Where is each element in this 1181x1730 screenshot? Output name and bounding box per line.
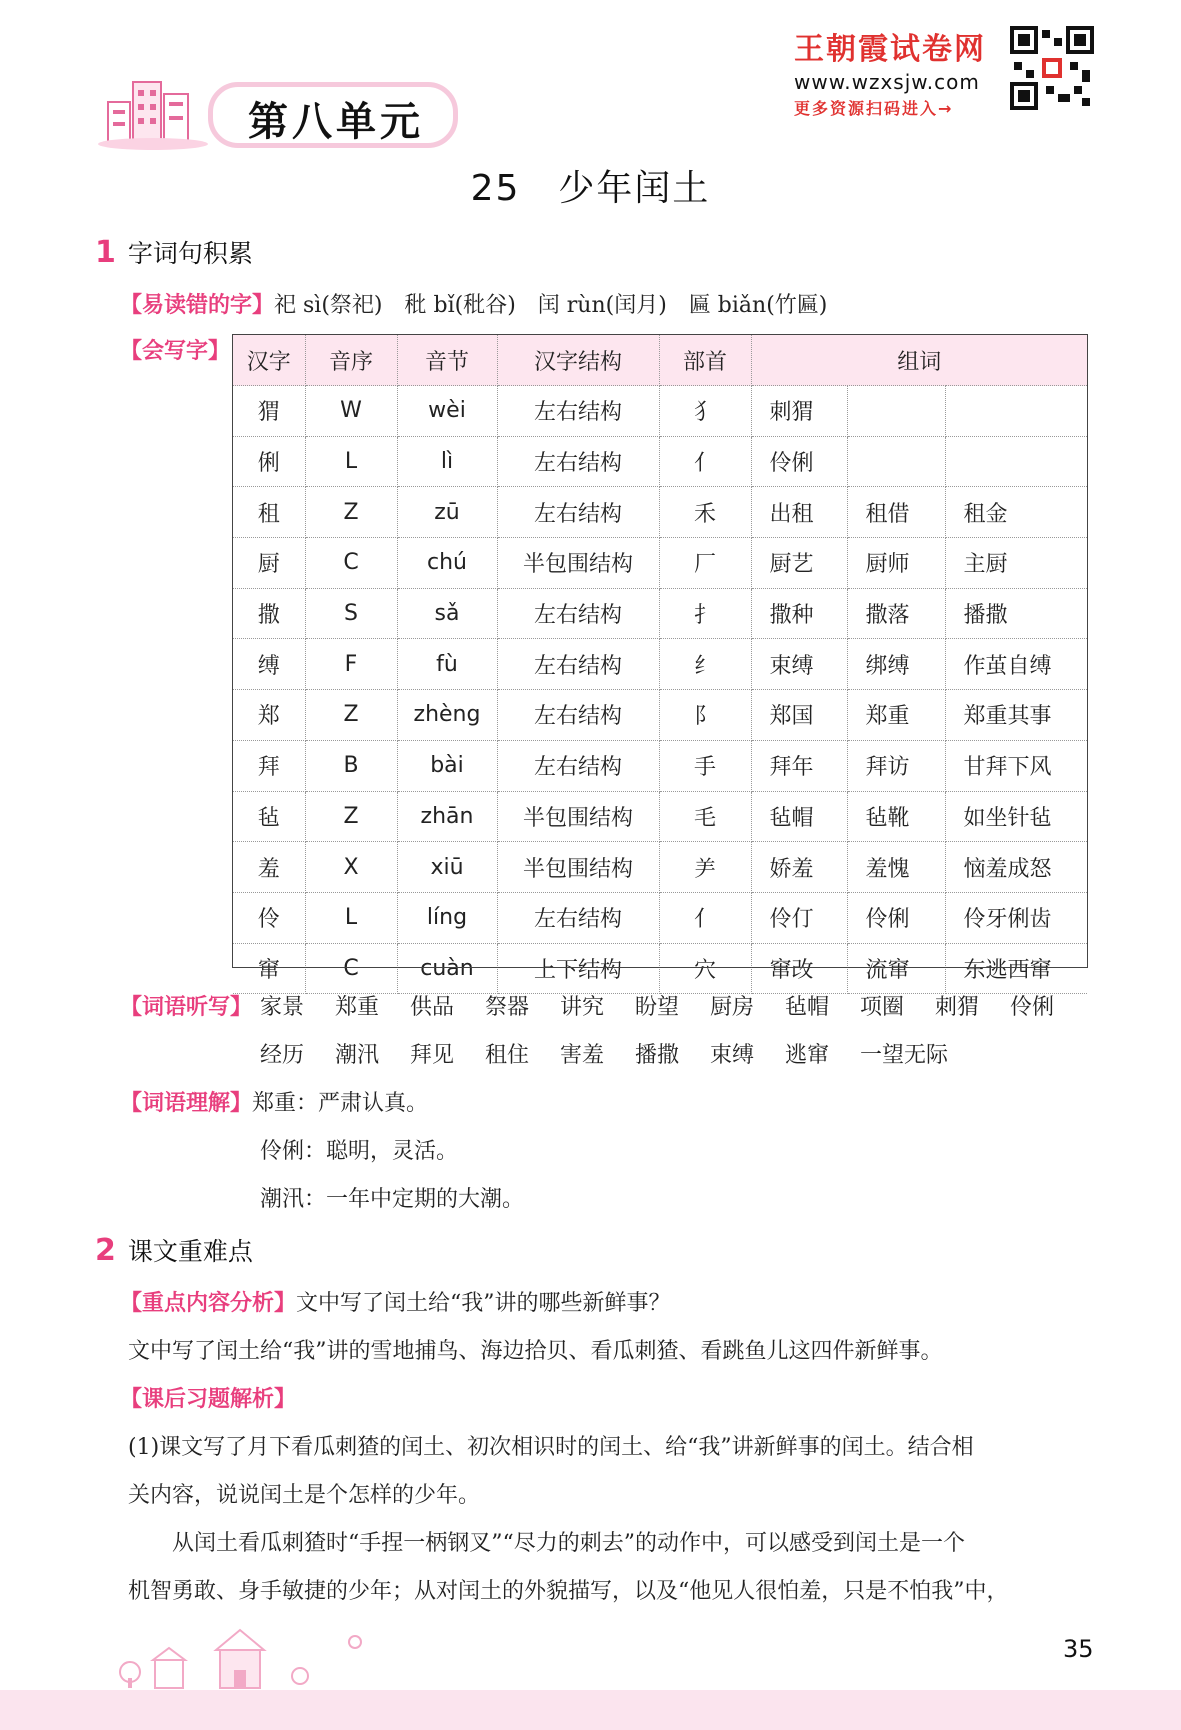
cell-yinjie: fù (397, 639, 497, 690)
cell-zuci-3: 恼羞成怒 (945, 842, 1087, 893)
cell-hanzi: 窜 (233, 943, 305, 994)
cell-bushou: 纟 (659, 639, 751, 690)
cell-hanzi: 俐 (233, 436, 305, 487)
cell-zuci-1: 刺猬 (751, 386, 847, 437)
cell-jiegou: 半包围结构 (497, 538, 659, 589)
meaning-tag: 【词语理解】 (120, 1091, 253, 1116)
dictation-word: 潮汛 (335, 1043, 380, 1068)
cell-zuci-1: 束缚 (751, 639, 847, 690)
section-2-number: 2 (95, 1233, 116, 1268)
cell-yinjie: líng (397, 892, 497, 943)
cell-yinjie: zhān (397, 791, 497, 842)
cell-zuci-2: 绑缚 (847, 639, 945, 690)
cell-hanzi: 羞 (233, 842, 305, 893)
cell-zuci-2 (847, 436, 945, 487)
cell-zuci-1: 伶俐 (751, 436, 847, 487)
dictation-word: 租住 (485, 1043, 530, 1068)
cell-zuci-3: 租金 (945, 487, 1087, 538)
dictation-word: 伶俐 (1010, 995, 1055, 1020)
cell-jiegou: 上下结构 (497, 943, 659, 994)
cell-yinxu: Z (305, 487, 397, 538)
table-row (233, 639, 1087, 690)
exercise-question-line-2: 关内容，说说闰土是个怎样的少年。 (128, 1483, 481, 1508)
write-tag: 【会写字】 (120, 339, 231, 364)
cell-bushou: ⺶ (659, 842, 751, 893)
section-2-title: 课文重难点 (127, 1237, 253, 1266)
dictation-word: 害羞 (560, 1043, 605, 1068)
character-table (233, 335, 1087, 994)
page-number: 35 (1063, 1635, 1094, 1663)
cell-jiegou: 左右结构 (497, 487, 659, 538)
table-row (233, 791, 1087, 842)
cell-jiegou: 左右结构 (497, 639, 659, 690)
cell-zuci-1: 厨艺 (751, 538, 847, 589)
exercise-tag-line (120, 1382, 296, 1413)
cell-hanzi: 缚 (233, 639, 305, 690)
cell-zuci-1: 郑国 (751, 690, 847, 741)
table-row (233, 740, 1087, 791)
footer-town-illustration-icon (110, 1620, 370, 1690)
dictation-word: 逃窜 (785, 1043, 830, 1068)
exercise-answer-line-2: 机智勇敢、身手敏捷的少年；从对闰土的外貌描写，以及“他见人很怕羞，只是不怕我”中， (128, 1579, 1009, 1604)
write-chars-tag-line (120, 334, 230, 365)
dictation-word: 拜见 (410, 1043, 455, 1068)
cell-bushou: 犭 (659, 386, 751, 437)
cell-yinjie: zhèng (397, 690, 497, 741)
dictation-word: 经历 (260, 1043, 305, 1068)
cell-zuci-3 (945, 386, 1087, 437)
brand-name: 王朝霞试卷网 (794, 32, 986, 67)
cell-jiegou: 半包围结构 (497, 842, 659, 893)
cell-yinxu: L (305, 892, 397, 943)
dictation-word: 毡帽 (785, 995, 830, 1020)
cell-zuci-1: 伶仃 (751, 892, 847, 943)
table-row (233, 690, 1087, 741)
dictation-word: 一望无际 (860, 1043, 949, 1068)
dictation-word: 束缚 (710, 1043, 755, 1068)
focus-question-line (120, 1286, 671, 1317)
brand-tip: 更多资源扫码进入→ (794, 99, 954, 118)
table-row (233, 588, 1087, 639)
header-zuci: 组词 (751, 335, 1087, 386)
dictation-row-2 (260, 1038, 970, 1069)
section-2-heading (95, 1232, 253, 1268)
table-row (233, 538, 1087, 589)
exercise-answer-line-1: 从闰土看瓜刺猹时“手捏一柄钢叉”“尽力的刺去”的动作中，可以感受到闰土是一个 (128, 1531, 965, 1556)
dictation-word: 家景 (260, 995, 305, 1020)
cell-yinxu: F (305, 639, 397, 690)
cell-zuci-2: 羞愧 (847, 842, 945, 893)
cell-yinxu: X (305, 842, 397, 893)
dictation-word: 项圈 (860, 995, 905, 1020)
dictation-tag: 【词语听写】 (120, 995, 253, 1020)
cell-zuci-3 (945, 436, 1087, 487)
misread-tag: 【易读错的字】 (120, 293, 275, 318)
cell-zuci-3: 伶牙俐齿 (945, 892, 1087, 943)
cell-jiegou: 半包围结构 (497, 791, 659, 842)
cell-bushou: 毛 (659, 791, 751, 842)
cell-zuci-3: 郑重其事 (945, 690, 1087, 741)
cell-yinxu: L (305, 436, 397, 487)
dictation-word: 盼望 (635, 995, 680, 1020)
cell-zuci-1: 拜年 (751, 740, 847, 791)
cell-bushou: 亻 (659, 892, 751, 943)
dictation-word: 讲究 (560, 995, 605, 1020)
cell-zuci-2: 流窜 (847, 943, 945, 994)
cell-zuci-3: 主厨 (945, 538, 1087, 589)
cell-jiegou: 左右结构 (497, 436, 659, 487)
dictation-tag-line (120, 990, 252, 1021)
cell-zuci-2: 伶俐 (847, 892, 945, 943)
cell-zuci-2: 租借 (847, 487, 945, 538)
cell-zuci-3: 东逃西窜 (945, 943, 1087, 994)
cell-hanzi: 郑 (233, 690, 305, 741)
cell-hanzi: 厨 (233, 538, 305, 589)
meaning-item: 郑重：严肃认真。 (252, 1091, 429, 1116)
table-body (233, 386, 1087, 994)
brand-url[interactable]: www.wzxsjw.com (794, 70, 980, 94)
cell-bushou: 厂 (659, 538, 751, 589)
cell-zuci-2 (847, 386, 945, 437)
cell-bushou: 扌 (659, 588, 751, 639)
cell-hanzi: 租 (233, 487, 305, 538)
cell-yinjie: cuàn (397, 943, 497, 994)
cell-yinxu: Z (305, 690, 397, 741)
header-bushou: 部首 (659, 335, 751, 386)
meaning-line-1 (120, 1086, 428, 1117)
header-hanzi: 汉字 (233, 335, 305, 386)
dictation-word: 刺猬 (935, 995, 980, 1020)
meaning-line-3: 潮汛：一年中定期的大潮。 (260, 1187, 525, 1212)
cell-yinxu: W (305, 386, 397, 437)
cell-hanzi: 猬 (233, 386, 305, 437)
city-illustration-icon (98, 72, 218, 152)
cell-yinjie: chú (397, 538, 497, 589)
cell-yinjie: lì (397, 436, 497, 487)
cell-yinxu: C (305, 943, 397, 994)
section-1-heading (95, 234, 253, 270)
dictation-word: 郑重 (335, 995, 380, 1020)
cell-hanzi: 伶 (233, 892, 305, 943)
cell-jiegou: 左右结构 (497, 892, 659, 943)
misread-chars-line (120, 288, 827, 319)
focus-tag: 【重点内容分析】 (120, 1291, 297, 1316)
cell-jiegou: 左右结构 (497, 386, 659, 437)
cell-zuci-3: 作茧自缚 (945, 639, 1087, 690)
meaning-line-2: 伶俐：聪明，灵活。 (260, 1139, 459, 1164)
dictation-word: 厨房 (710, 995, 755, 1020)
cell-bushou: 手 (659, 740, 751, 791)
cell-zuci-1: 撒种 (751, 588, 847, 639)
cell-hanzi: 拜 (233, 740, 305, 791)
cell-bushou: 禾 (659, 487, 751, 538)
section-1-number: 1 (95, 235, 116, 270)
cell-bushou: 亻 (659, 436, 751, 487)
cell-yinjie: xiū (397, 842, 497, 893)
header-yinjie: 音节 (397, 335, 497, 386)
cell-bushou: 阝 (659, 690, 751, 741)
cell-yinxu: C (305, 538, 397, 589)
header-jiegou: 汉字结构 (497, 335, 659, 386)
qr-code-icon[interactable] (1010, 26, 1094, 110)
cell-zuci-3: 如坐针毡 (945, 791, 1087, 842)
table-row (233, 842, 1087, 893)
cell-zuci-2: 厨师 (847, 538, 945, 589)
table-row (233, 943, 1087, 994)
section-1-title: 字词句积累 (127, 239, 253, 268)
cell-yinxu: S (305, 588, 397, 639)
cell-zuci-2: 撒落 (847, 588, 945, 639)
cell-zuci-1: 娇羞 (751, 842, 847, 893)
focus-question: 文中写了闰土给“我”讲的哪些新鲜事？ (296, 1291, 671, 1316)
table-row (233, 892, 1087, 943)
cell-jiegou: 左右结构 (497, 690, 659, 741)
table-row (233, 386, 1087, 437)
table-row (233, 436, 1087, 487)
lesson-title: 25 少年闰土 (470, 168, 711, 209)
focus-answer: 文中写了闰土给“我”讲的雪地捕鸟、海边拾贝、看瓜刺猹、看跳鱼儿这四件新鲜事。 (128, 1339, 943, 1364)
cell-zuci-2: 拜访 (847, 740, 945, 791)
cell-bushou: 穴 (659, 943, 751, 994)
cell-zuci-3: 播撒 (945, 588, 1087, 639)
cell-jiegou: 左右结构 (497, 588, 659, 639)
dictation-word: 供品 (410, 995, 455, 1020)
cell-zuci-1: 出租 (751, 487, 847, 538)
unit-banner (98, 72, 458, 152)
brand-block (794, 24, 1004, 119)
exercise-question-line-1: (1)课文写了月下看瓜刺猹的闰土、初次相识时的闰土、给“我”讲新鲜事的闰土。结合相 (128, 1435, 974, 1460)
cell-hanzi: 撒 (233, 588, 305, 639)
cell-yinjie: zū (397, 487, 497, 538)
cell-yinjie: wèi (397, 386, 497, 437)
cell-zuci-1: 窜改 (751, 943, 847, 994)
cell-yinxu: Z (305, 791, 397, 842)
cell-zuci-3: 甘拜下风 (945, 740, 1087, 791)
dictation-word: 播撒 (635, 1043, 680, 1068)
exercise-tag: 【课后习题解析】 (120, 1387, 297, 1412)
unit-title: 第八单元 (248, 99, 424, 145)
cell-hanzi: 毡 (233, 791, 305, 842)
footer-band (0, 1690, 1181, 1730)
dictation-word: 祭器 (485, 995, 530, 1020)
header-yinxu: 音序 (305, 335, 397, 386)
dictation-row-1 (260, 990, 1085, 1021)
cell-yinxu: B (305, 740, 397, 791)
table-header-row (233, 335, 1087, 386)
cell-zuci-2: 毡靴 (847, 791, 945, 842)
cell-jiegou: 左右结构 (497, 740, 659, 791)
cell-zuci-2: 郑重 (847, 690, 945, 741)
cell-zuci-1: 毡帽 (751, 791, 847, 842)
cell-yinjie: bài (397, 740, 497, 791)
table-row (233, 487, 1087, 538)
cell-yinjie: sǎ (397, 588, 497, 639)
misread-items: 祀 sì(祭祀) 秕 bǐ(秕谷) 闰 rùn(闰月) 匾 biǎn(竹匾) (274, 293, 828, 318)
